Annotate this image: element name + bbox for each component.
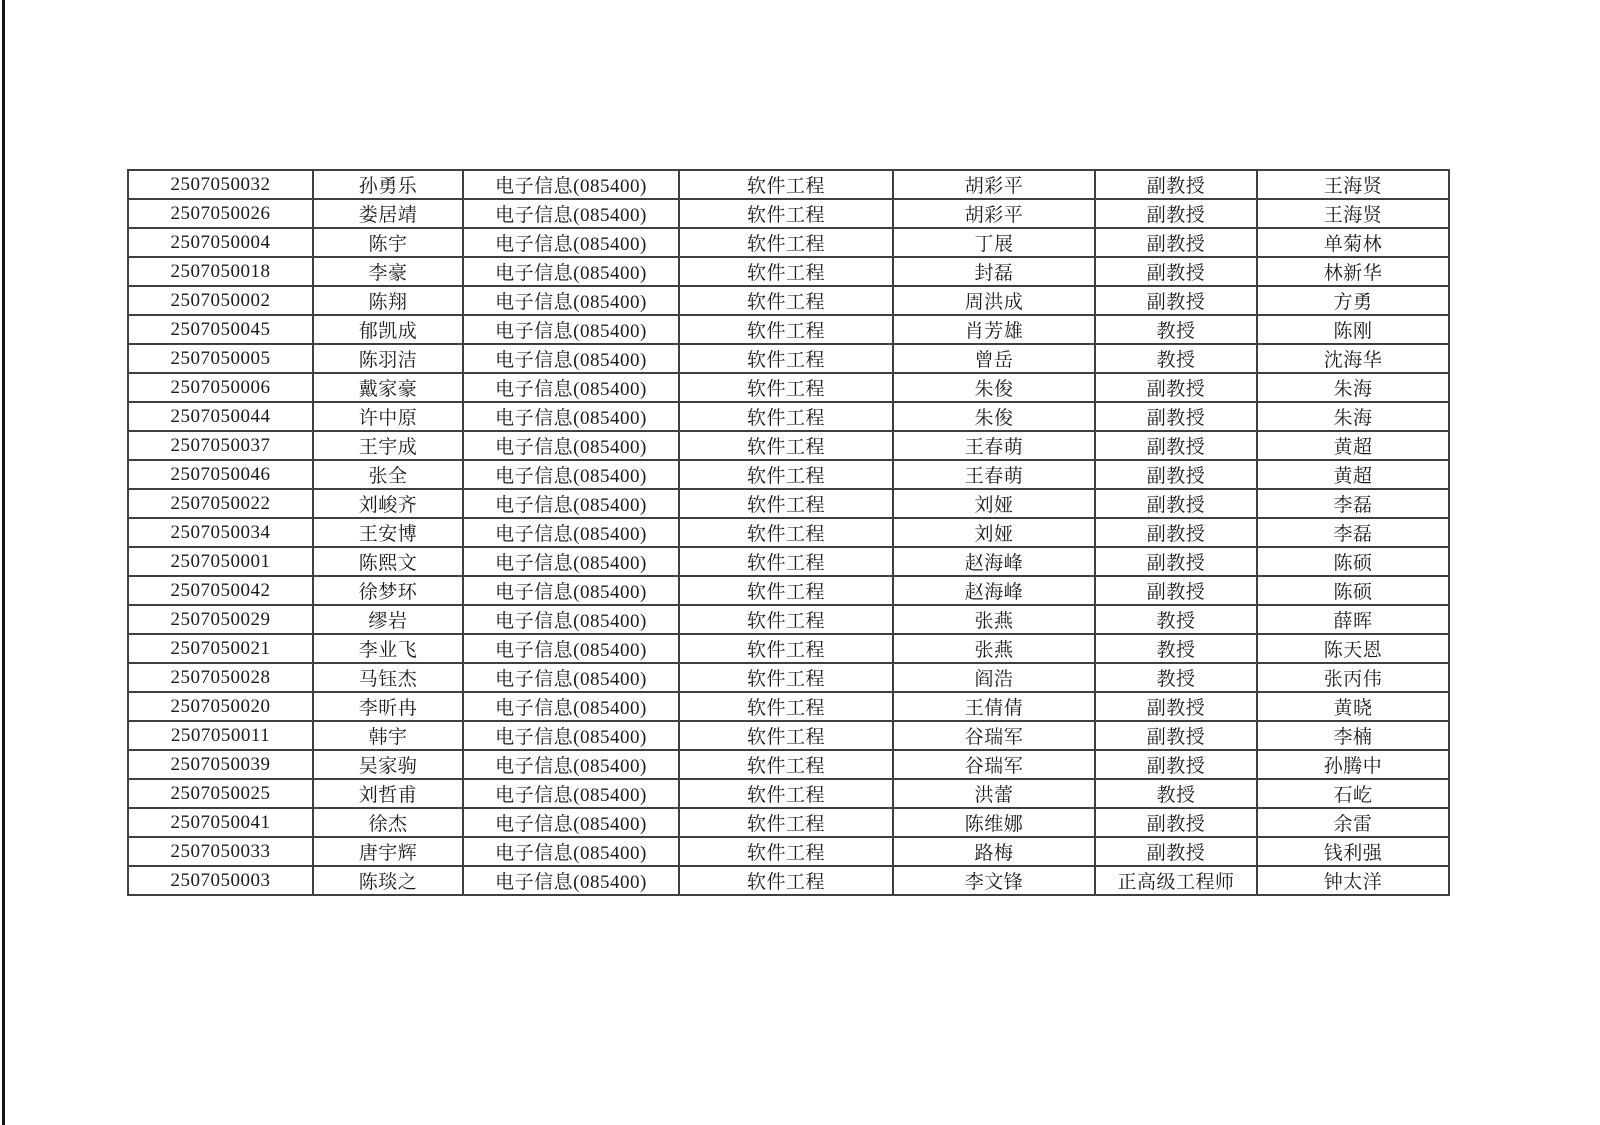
cell-student-name: 戴家豪: [313, 373, 463, 402]
cell-student-id: 2507050028: [128, 663, 313, 692]
cell-discipline-direction: 软件工程: [679, 431, 893, 460]
cell-advisor-title: 教授: [1095, 315, 1257, 344]
cell-advisor-title: 教授: [1095, 344, 1257, 373]
cell-major: 电子信息(085400): [463, 663, 679, 692]
cell-advisor-name: 谷瑞军: [893, 750, 1095, 779]
cell-advisor-name: 肖芳雄: [893, 315, 1095, 344]
cell-student-name: 王宇成: [313, 431, 463, 460]
cell-advisor-name: 王倩倩: [893, 692, 1095, 721]
cell-student-id: 2507050025: [128, 779, 313, 808]
cell-discipline-direction: 软件工程: [679, 576, 893, 605]
cell-major: 电子信息(085400): [463, 170, 679, 199]
cell-major: 电子信息(085400): [463, 286, 679, 315]
table-row: [128, 866, 1449, 895]
cell-student-id: 2507050041: [128, 808, 313, 837]
cell-co-advisor-name: 沈海华: [1257, 344, 1449, 373]
table-row: [128, 460, 1449, 489]
cell-student-name: 陈琰之: [313, 866, 463, 895]
cell-discipline-direction: 软件工程: [679, 605, 893, 634]
cell-student-name: 陈熙文: [313, 547, 463, 576]
cell-student-name: 唐宇辉: [313, 837, 463, 866]
table-row: [128, 721, 1449, 750]
cell-student-name: 李豪: [313, 257, 463, 286]
cell-co-advisor-name: 李磊: [1257, 518, 1449, 547]
window-left-edge-line: [2, 0, 5, 1125]
cell-advisor-title: 副教授: [1095, 518, 1257, 547]
cell-discipline-direction: 软件工程: [679, 634, 893, 663]
cell-student-name: 陈翔: [313, 286, 463, 315]
cell-co-advisor-name: 黄超: [1257, 460, 1449, 489]
cell-student-name: 刘峻齐: [313, 489, 463, 518]
cell-advisor-name: 张燕: [893, 605, 1095, 634]
cell-co-advisor-name: 李楠: [1257, 721, 1449, 750]
cell-advisor-title: 副教授: [1095, 402, 1257, 431]
cell-student-id: 2507050006: [128, 373, 313, 402]
cell-major: 电子信息(085400): [463, 866, 679, 895]
cell-advisor-name: 李文锋: [893, 866, 1095, 895]
table-row: [128, 663, 1449, 692]
cell-student-name: 徐杰: [313, 808, 463, 837]
cell-co-advisor-name: 陈刚: [1257, 315, 1449, 344]
cell-advisor-title: 副教授: [1095, 837, 1257, 866]
table-row: [128, 605, 1449, 634]
cell-advisor-name: 赵海峰: [893, 547, 1095, 576]
cell-student-id: 2507050001: [128, 547, 313, 576]
student-advisor-table: [127, 169, 1450, 896]
cell-student-name: 李昕冉: [313, 692, 463, 721]
cell-student-id: 2507050022: [128, 489, 313, 518]
cell-discipline-direction: 软件工程: [679, 808, 893, 837]
cell-co-advisor-name: 张丙伟: [1257, 663, 1449, 692]
cell-discipline-direction: 软件工程: [679, 692, 893, 721]
cell-student-id: 2507050004: [128, 228, 313, 257]
cell-major: 电子信息(085400): [463, 605, 679, 634]
cell-advisor-title: 副教授: [1095, 228, 1257, 257]
cell-student-name: 李业飞: [313, 634, 463, 663]
cell-student-name: 王安博: [313, 518, 463, 547]
cell-discipline-direction: 软件工程: [679, 257, 893, 286]
cell-student-name: 陈羽洁: [313, 344, 463, 373]
cell-advisor-name: 刘娅: [893, 489, 1095, 518]
cell-co-advisor-name: 陈硕: [1257, 576, 1449, 605]
cell-advisor-name: 丁展: [893, 228, 1095, 257]
cell-advisor-name: 封磊: [893, 257, 1095, 286]
cell-advisor-title: 副教授: [1095, 431, 1257, 460]
cell-advisor-name: 谷瑞军: [893, 721, 1095, 750]
cell-advisor-name: 朱俊: [893, 373, 1095, 402]
cell-advisor-title: 副教授: [1095, 547, 1257, 576]
cell-advisor-name: 阎浩: [893, 663, 1095, 692]
cell-student-name: 郁凯成: [313, 315, 463, 344]
cell-advisor-title: 副教授: [1095, 808, 1257, 837]
cell-advisor-title: 副教授: [1095, 257, 1257, 286]
cell-advisor-name: 周洪成: [893, 286, 1095, 315]
cell-major: 电子信息(085400): [463, 547, 679, 576]
cell-student-name: 娄居靖: [313, 199, 463, 228]
cell-major: 电子信息(085400): [463, 257, 679, 286]
table-row: [128, 286, 1449, 315]
cell-student-id: 2507050033: [128, 837, 313, 866]
cell-advisor-title: 教授: [1095, 634, 1257, 663]
cell-advisor-name: 朱俊: [893, 402, 1095, 431]
cell-advisor-name: 路梅: [893, 837, 1095, 866]
table-row: [128, 402, 1449, 431]
cell-major: 电子信息(085400): [463, 373, 679, 402]
cell-advisor-title: 副教授: [1095, 721, 1257, 750]
cell-advisor-name: 洪蕾: [893, 779, 1095, 808]
table-row: [128, 170, 1449, 199]
cell-discipline-direction: 软件工程: [679, 199, 893, 228]
cell-major: 电子信息(085400): [463, 460, 679, 489]
cell-advisor-name: 陈维娜: [893, 808, 1095, 837]
cell-co-advisor-name: 黄晓: [1257, 692, 1449, 721]
cell-student-id: 2507050018: [128, 257, 313, 286]
cell-co-advisor-name: 王海贤: [1257, 170, 1449, 199]
cell-student-id: 2507050002: [128, 286, 313, 315]
cell-advisor-name: 胡彩平: [893, 170, 1095, 199]
table-row: [128, 808, 1449, 837]
table-row: [128, 228, 1449, 257]
cell-advisor-title: 教授: [1095, 663, 1257, 692]
cell-student-name: 韩宇: [313, 721, 463, 750]
table-row: [128, 547, 1449, 576]
table-row: [128, 431, 1449, 460]
cell-co-advisor-name: 钱利强: [1257, 837, 1449, 866]
cell-student-id: 2507050032: [128, 170, 313, 199]
cell-major: 电子信息(085400): [463, 402, 679, 431]
cell-major: 电子信息(085400): [463, 228, 679, 257]
cell-student-id: 2507050026: [128, 199, 313, 228]
cell-advisor-title: 副教授: [1095, 692, 1257, 721]
cell-advisor-title: 正高级工程师: [1095, 866, 1257, 895]
cell-student-id: 2507050034: [128, 518, 313, 547]
cell-co-advisor-name: 林新华: [1257, 257, 1449, 286]
cell-discipline-direction: 软件工程: [679, 837, 893, 866]
table-row: [128, 199, 1449, 228]
cell-advisor-name: 张燕: [893, 634, 1095, 663]
cell-major: 电子信息(085400): [463, 779, 679, 808]
cell-advisor-name: 胡彩平: [893, 199, 1095, 228]
cell-discipline-direction: 软件工程: [679, 402, 893, 431]
table-row: [128, 576, 1449, 605]
cell-major: 电子信息(085400): [463, 721, 679, 750]
table-row: [128, 779, 1449, 808]
cell-co-advisor-name: 李磊: [1257, 489, 1449, 518]
table-row: [128, 344, 1449, 373]
cell-major: 电子信息(085400): [463, 692, 679, 721]
cell-discipline-direction: 软件工程: [679, 373, 893, 402]
cell-student-id: 2507050020: [128, 692, 313, 721]
cell-student-name: 徐梦环: [313, 576, 463, 605]
table-row: [128, 837, 1449, 866]
cell-advisor-title: 副教授: [1095, 750, 1257, 779]
cell-student-id: 2507050005: [128, 344, 313, 373]
cell-advisor-name: 刘娅: [893, 518, 1095, 547]
cell-student-name: 孙勇乐: [313, 170, 463, 199]
cell-co-advisor-name: 陈硕: [1257, 547, 1449, 576]
cell-major: 电子信息(085400): [463, 518, 679, 547]
cell-advisor-title: 副教授: [1095, 199, 1257, 228]
cell-advisor-name: 王春萌: [893, 431, 1095, 460]
cell-major: 电子信息(085400): [463, 837, 679, 866]
cell-co-advisor-name: 余雷: [1257, 808, 1449, 837]
cell-co-advisor-name: 黄超: [1257, 431, 1449, 460]
cell-advisor-title: 教授: [1095, 605, 1257, 634]
table-row: [128, 692, 1449, 721]
cell-student-id: 2507050046: [128, 460, 313, 489]
cell-student-name: 张全: [313, 460, 463, 489]
cell-co-advisor-name: 钟太洋: [1257, 866, 1449, 895]
cell-student-id: 2507050003: [128, 866, 313, 895]
cell-student-name: 缪岩: [313, 605, 463, 634]
cell-co-advisor-name: 朱海: [1257, 402, 1449, 431]
cell-student-id: 2507050039: [128, 750, 313, 779]
cell-discipline-direction: 软件工程: [679, 344, 893, 373]
cell-major: 电子信息(085400): [463, 634, 679, 663]
cell-discipline-direction: 软件工程: [679, 547, 893, 576]
cell-discipline-direction: 软件工程: [679, 663, 893, 692]
cell-student-name: 马钰杰: [313, 663, 463, 692]
cell-co-advisor-name: 石屹: [1257, 779, 1449, 808]
cell-student-id: 2507050045: [128, 315, 313, 344]
cell-advisor-title: 教授: [1095, 779, 1257, 808]
cell-advisor-name: 王春萌: [893, 460, 1095, 489]
table-row: [128, 257, 1449, 286]
student-advisor-table-body: [128, 170, 1449, 895]
cell-discipline-direction: 软件工程: [679, 460, 893, 489]
cell-student-id: 2507050037: [128, 431, 313, 460]
cell-co-advisor-name: 孙腾中: [1257, 750, 1449, 779]
cell-co-advisor-name: 陈天恩: [1257, 634, 1449, 663]
cell-co-advisor-name: 薛晖: [1257, 605, 1449, 634]
cell-major: 电子信息(085400): [463, 199, 679, 228]
cell-advisor-name: 曾岳: [893, 344, 1095, 373]
cell-student-name: 吴家驹: [313, 750, 463, 779]
cell-student-id: 2507050029: [128, 605, 313, 634]
cell-advisor-title: 副教授: [1095, 170, 1257, 199]
cell-co-advisor-name: 方勇: [1257, 286, 1449, 315]
cell-advisor-title: 副教授: [1095, 460, 1257, 489]
table-row: [128, 634, 1449, 663]
cell-co-advisor-name: 王海贤: [1257, 199, 1449, 228]
cell-discipline-direction: 软件工程: [679, 170, 893, 199]
cell-major: 电子信息(085400): [463, 489, 679, 518]
cell-student-id: 2507050021: [128, 634, 313, 663]
cell-discipline-direction: 软件工程: [679, 286, 893, 315]
cell-discipline-direction: 软件工程: [679, 866, 893, 895]
cell-advisor-name: 赵海峰: [893, 576, 1095, 605]
cell-major: 电子信息(085400): [463, 431, 679, 460]
cell-student-name: 刘哲甫: [313, 779, 463, 808]
cell-student-id: 2507050011: [128, 721, 313, 750]
cell-co-advisor-name: 朱海: [1257, 373, 1449, 402]
table-row: [128, 518, 1449, 547]
cell-co-advisor-name: 单菊林: [1257, 228, 1449, 257]
cell-discipline-direction: 软件工程: [679, 228, 893, 257]
cell-advisor-title: 副教授: [1095, 286, 1257, 315]
cell-student-id: 2507050044: [128, 402, 313, 431]
cell-major: 电子信息(085400): [463, 315, 679, 344]
table-row: [128, 489, 1449, 518]
cell-advisor-title: 副教授: [1095, 373, 1257, 402]
cell-discipline-direction: 软件工程: [679, 489, 893, 518]
cell-major: 电子信息(085400): [463, 344, 679, 373]
cell-major: 电子信息(085400): [463, 576, 679, 605]
cell-advisor-title: 副教授: [1095, 489, 1257, 518]
table-row: [128, 750, 1449, 779]
cell-student-name: 许中原: [313, 402, 463, 431]
cell-advisor-title: 副教授: [1095, 576, 1257, 605]
cell-discipline-direction: 软件工程: [679, 315, 893, 344]
cell-discipline-direction: 软件工程: [679, 518, 893, 547]
cell-discipline-direction: 软件工程: [679, 779, 893, 808]
table-row: [128, 315, 1449, 344]
cell-student-name: 陈宇: [313, 228, 463, 257]
cell-major: 电子信息(085400): [463, 808, 679, 837]
cell-discipline-direction: 软件工程: [679, 750, 893, 779]
table-row: [128, 373, 1449, 402]
cell-major: 电子信息(085400): [463, 750, 679, 779]
cell-student-id: 2507050042: [128, 576, 313, 605]
cell-discipline-direction: 软件工程: [679, 721, 893, 750]
